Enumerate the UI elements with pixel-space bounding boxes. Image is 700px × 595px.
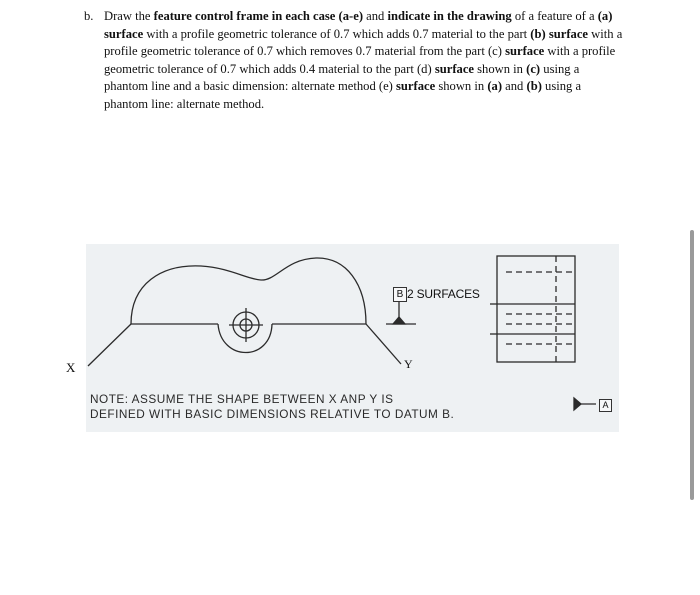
drawing-note [90, 392, 454, 422]
y-label: Y [404, 357, 413, 371]
question-run: (a) [487, 79, 503, 94]
question-run: of a feature of a [511, 9, 598, 23]
datum-b-label: B [393, 287, 407, 302]
y-leader [366, 324, 401, 364]
question-block [84, 8, 624, 114]
question-run: Draw the [104, 9, 154, 23]
x-label: X [66, 360, 76, 375]
datum-a-label: A [599, 399, 612, 412]
question-run: and [502, 79, 527, 94]
question-run: (a) surface [104, 9, 613, 41]
question-run: surface [396, 79, 436, 94]
question-run: with a profile geometric tolerance of 0.7 which adds 0.4 material to the part (d) [104, 44, 616, 76]
question-run: (b) [526, 79, 542, 94]
question-run: using a phantom line: alternate method. [104, 79, 582, 111]
question-run: feature control frame in each case (a-e) [153, 9, 364, 23]
question-run: indicate in the drawing [387, 9, 512, 23]
question-run: (c) [526, 61, 541, 76]
surfaces-label: 2 SURFACES [407, 287, 480, 301]
question-run: with a profile geometric tolerance of 0.7 which removes 0.7 material from the part (c) [104, 26, 623, 59]
note-line-1: NOTE: ASSUME THE SHAPE BETWEEN X ANP Y IS [90, 392, 394, 406]
question-run: (b) surface [530, 26, 589, 41]
question-run: with a profile geometric tolerance of 0.7 which adds 0.7 material to the part [143, 26, 531, 41]
question-run: surface [505, 44, 545, 59]
x-leader [88, 324, 131, 366]
question-label: b. [84, 9, 94, 23]
question-run: and [363, 9, 388, 23]
question-run: surface [434, 61, 474, 76]
note-line-2: DEFINED WITH BASIC DIMENSIONS RELATIVE TO DATUM B. [90, 407, 455, 421]
question-text [104, 8, 624, 114]
question-run: using a phantom line and a basic dimension: alternate method (e) [104, 61, 580, 94]
question-run: shown in [474, 61, 527, 76]
scrollbar[interactable] [690, 230, 694, 500]
question-run: shown in [435, 79, 488, 94]
top-profile [131, 258, 366, 324]
